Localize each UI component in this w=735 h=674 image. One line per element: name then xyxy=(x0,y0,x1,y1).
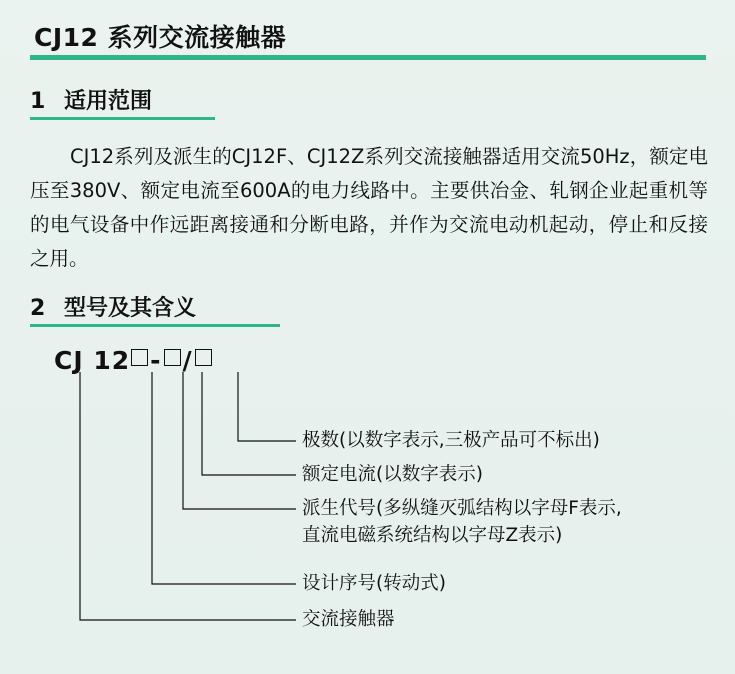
section-1-divider xyxy=(30,117,215,120)
section-1-number: 1 xyxy=(30,89,46,114)
callout-derived-line-2: 直流电磁系统结构以字母Z表示) xyxy=(302,525,563,546)
callout-derived-line-1: 派生代号(多纵缝灭弧结构以字母F表示, xyxy=(302,498,622,519)
model-code-dash: - xyxy=(150,346,162,375)
model-code-slash: / xyxy=(182,346,193,375)
leader-current xyxy=(202,372,296,475)
page-title: CJ12 系列交流接触器 xyxy=(34,23,287,52)
section-1-paragraph: CJ12系列及派生的CJ12F、CJ12Z系列交流接触器适用交流50Hz，额定电压至380V、额定电流至600A的电力线路中。主要供冶金、轧钢企业起重机等的电气设备中作远距离接通和分断电路，并作为交流电动机起动，停止和反接之用。 xyxy=(30,145,708,270)
section-2-heading xyxy=(30,291,196,322)
section-2-title: 型号及其含义 xyxy=(64,296,197,321)
section-2-number: 2 xyxy=(30,296,46,321)
section-1-heading xyxy=(30,84,152,115)
section-2-divider xyxy=(30,324,280,327)
callout-poles: 极数(以数字表示,三极产品可不标出) xyxy=(302,430,600,451)
model-code-designation xyxy=(54,346,213,375)
callout-ac-contactor: 交流接触器 xyxy=(302,609,395,630)
model-code-prefix: CJ 12 xyxy=(54,346,131,375)
leader-ac-contactor xyxy=(80,372,296,620)
leader-derived xyxy=(183,372,296,509)
leader-poles xyxy=(238,372,296,441)
callout-rated-current: 额定电流(以数字表示) xyxy=(302,464,483,485)
model-code-box-current xyxy=(164,349,181,366)
model-code-box-poles xyxy=(195,349,212,366)
model-code-box-design xyxy=(131,349,148,366)
leader-design xyxy=(152,372,296,584)
callout-derived-code xyxy=(302,495,722,549)
section-1-title: 适用范围 xyxy=(64,89,153,114)
title-divider-segment xyxy=(376,55,706,60)
title-divider xyxy=(30,55,706,60)
callout-design-serial: 设计序号(转动式) xyxy=(302,573,446,594)
